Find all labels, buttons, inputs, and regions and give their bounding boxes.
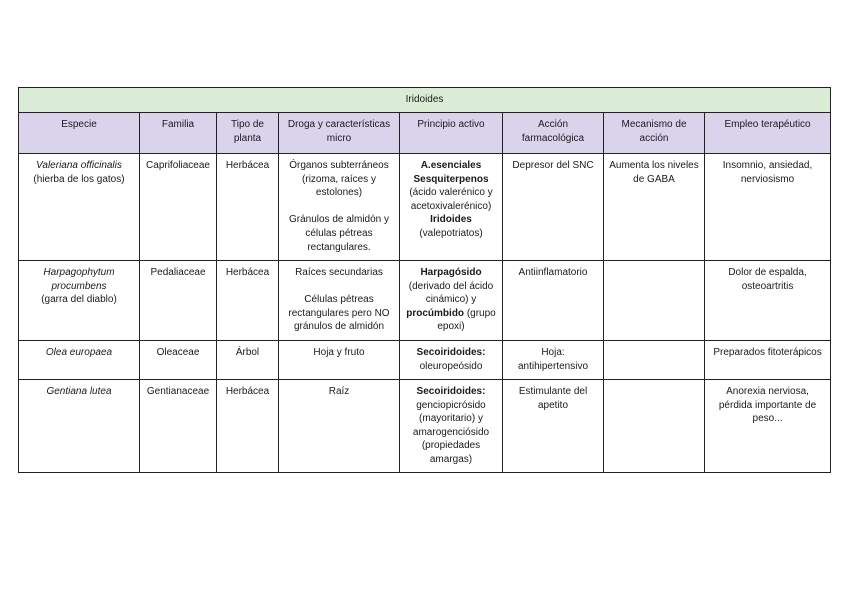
- cell-principio: [400, 261, 503, 341]
- species-name: Olea europaea: [45, 347, 113, 358]
- cell-accion: Depresor del SNC: [503, 154, 604, 261]
- header-tipo-planta: Tipo de planta: [217, 113, 279, 154]
- header-empleo: Empleo terapéutico: [705, 113, 831, 154]
- cell-especie: [19, 380, 140, 473]
- principio-bold: A.esenciales: [420, 160, 482, 171]
- cell-familia: Pedaliaceae: [140, 261, 217, 341]
- table-title: Iridoides: [19, 88, 831, 113]
- cell-mecanismo: Aumenta los niveles de GABA: [604, 154, 705, 261]
- cell-principio: [400, 380, 503, 473]
- species-name: Valeriana officinalis: [36, 160, 122, 171]
- cell-tipo: Herbácea: [217, 261, 279, 341]
- cell-tipo: Herbácea: [217, 380, 279, 473]
- table-row: [19, 341, 831, 380]
- species-name: Harpagophytum procumbens: [43, 267, 115, 292]
- header-mecanismo: Mecanismo de acción: [604, 113, 705, 154]
- cell-mecanismo: [604, 261, 705, 341]
- species-common-name: (garra del diablo): [41, 294, 117, 306]
- principio-text: (grupo epoxi): [437, 307, 496, 333]
- table-row: [19, 261, 831, 341]
- droga-micro: Gránulos de almidón y células pétreas rectangulares.: [288, 214, 390, 253]
- table-row: [19, 380, 831, 473]
- principio-bold: Secoiridoides:: [416, 386, 486, 397]
- cell-tipo: Herbácea: [217, 154, 279, 261]
- cell-tipo: Árbol: [217, 341, 279, 380]
- header-droga: Droga y características micro: [279, 113, 400, 154]
- header-familia: Familia: [140, 113, 217, 154]
- header-accion: Acción farmacológica: [503, 113, 604, 154]
- species-name: Gentiana lutea: [46, 386, 112, 397]
- droga-organ: Órganos subterráneos (rizoma, raíces y estolones): [289, 160, 389, 199]
- cell-especie: [19, 261, 140, 341]
- cell-droga: Raíz: [279, 380, 400, 473]
- table-header-row: [19, 113, 831, 154]
- species-common-name: (hierba de los gatos): [33, 173, 125, 185]
- principio-bold: procúmbido: [406, 307, 465, 319]
- principio-bold: Secoiridoides:: [416, 347, 486, 358]
- cell-droga: [279, 154, 400, 261]
- principio-text: (valepotriatos): [419, 227, 483, 239]
- cell-principio: [400, 154, 503, 261]
- cell-principio: [400, 341, 503, 380]
- principio-text: (derivado del ácido cinámico) y: [408, 280, 494, 306]
- cell-droga: Hoja y fruto: [279, 341, 400, 380]
- principio-text: (ácido valerénico y acetoxivalerénico): [409, 187, 493, 212]
- droga-organ: Raíces secundarias: [295, 267, 383, 278]
- cell-accion: Estimulante del apetito: [503, 380, 604, 473]
- cell-familia: Oleaceae: [140, 341, 217, 380]
- cell-droga: [279, 261, 400, 341]
- table-row: [19, 154, 831, 261]
- principio-bold: Sesquiterpenos: [413, 173, 489, 185]
- principio-bold: Harpagósido: [420, 267, 482, 278]
- table-title-row: [19, 88, 831, 113]
- principio-text: genciopicrósido (mayoritario) y amarogenciósido (propiedades amargas): [412, 399, 490, 465]
- cell-familia: Gentianaceae: [140, 380, 217, 473]
- cell-familia: Caprifoliaceae: [140, 154, 217, 261]
- header-especie: Especie: [19, 113, 140, 154]
- cell-empleo: Insomnio, ansiedad, nerviosismo: [705, 154, 831, 261]
- cell-accion: Hoja: antihipertensivo: [503, 341, 604, 380]
- cell-mecanismo: [604, 380, 705, 473]
- cell-empleo: Dolor de espalda, osteoartritis: [705, 261, 831, 341]
- cell-empleo: Preparados fitoterápicos: [705, 341, 831, 380]
- cell-empleo: Anorexia nerviosa, pérdida importante de peso...: [705, 380, 831, 473]
- cell-accion: Antiinflamatorio: [503, 261, 604, 341]
- cell-mecanismo: [604, 341, 705, 380]
- header-principio-activo: Principio activo: [400, 113, 503, 154]
- iridoides-table: [18, 87, 831, 473]
- principio-bold: Iridoides: [430, 214, 472, 226]
- droga-micro: Células pétreas rectangulares pero NO gránulos de almidón: [288, 294, 390, 333]
- cell-especie: [19, 154, 140, 261]
- cell-especie: [19, 341, 140, 380]
- principio-text: oleuropeósido: [419, 360, 483, 372]
